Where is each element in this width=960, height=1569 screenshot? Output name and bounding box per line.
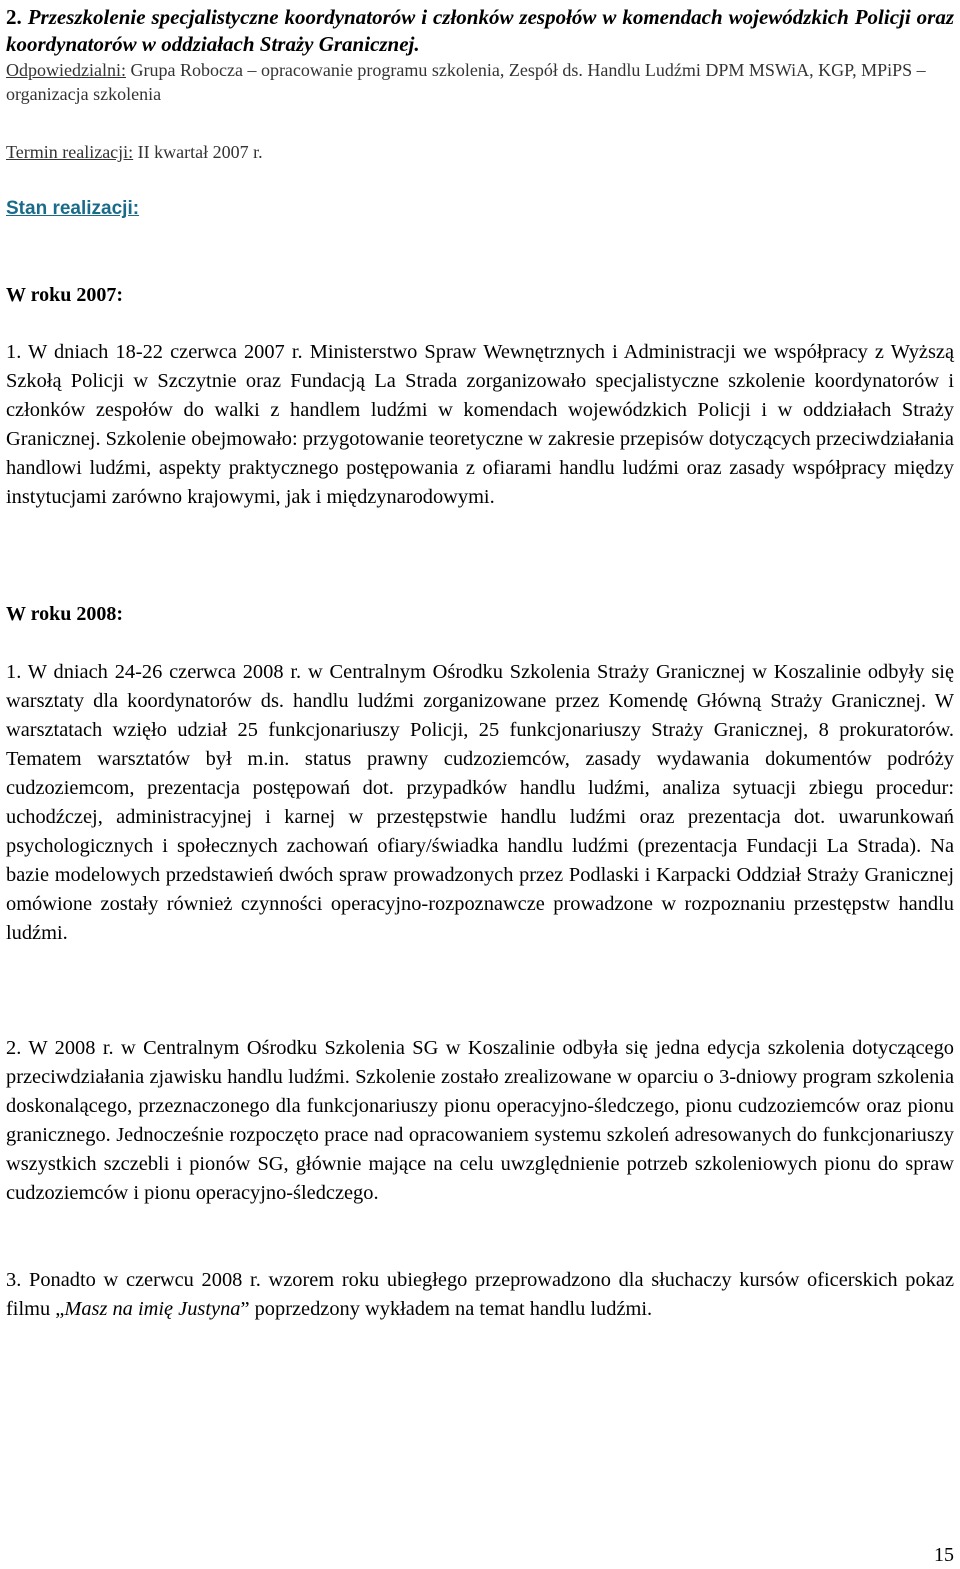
section-heading xyxy=(6,4,954,58)
section-number: 2. xyxy=(6,5,22,29)
paragraph-2008-2: 2. W 2008 r. w Centralnym Ośrodku Szkolenia SG w Koszalinie odbyła się jedna edycja szkolenia dotyczącego przeciwdziałania zjawisku handlu ludźmi. Szkolenie zostało zrealizowane w oparciu o 3-dniowy program szkolenia doskonalącego, przeznaczonego dla funkcjonariuszy pionu operacyjno-śledczego, pionu cudzoziemców oraz pionu granicznego. Jednocześnie rozpoczęto prace nad opracowaniem systemu szkoleń adresowanych do funkcjonariuszy wszystkich szczebli i pionów SG, głównie mające na celu uwzględnienie potrzeb szkoleniowych pionu do spraw cudzoziemców i pionu operacyjno-śledczego. xyxy=(6,1037,954,1204)
year-2007-heading: W roku 2007: xyxy=(6,284,124,306)
section-title: Przeszkolenie specjalistyczne koordynatorów i członków zespołów w komendach wojewódzkich Policji oraz koordynatorów w oddziałach Straży Granicznej. xyxy=(6,5,955,56)
paragraph-2008-3 xyxy=(6,1266,954,1324)
deadline-label: Termin realizacji: xyxy=(6,142,134,162)
status-heading: Stan realizacji: xyxy=(6,198,140,219)
film-title: Masz na imię Justyna xyxy=(64,1298,241,1320)
deadline-line xyxy=(6,140,954,164)
paragraph-2008-3-prefix: 3. Ponadto w czerwcu 2008 r. wzorem roku ubiegłego przeprowadzono dla słuchaczy kursów oficerskich pokaz filmu „ xyxy=(6,1269,954,1320)
responsible-line xyxy=(6,58,954,106)
responsible-label: Odpowiedzialni: xyxy=(6,60,126,80)
paragraph-2007-1: 1. W dniach 18-22 czerwca 2007 r. Ministerstwo Spraw Wewnętrznych i Administracji we współpracy z Wyższą Szkołą Policji w Szczytnie oraz Fundacją La Strada zorganizowało specjalistyczne szkolenie koordynatorów i członków zespołów do walki z handlem ludźmi w komendach wojewódzkich Policji i w oddziałach Straży Granicznej. Szkolenie obejmowało: przygotowanie teoretyczne w zakresie przepisów dotyczących przeciwdziałania handlowi ludźmi, aspekty praktycznego postępowania z ofiarami handlu ludźmi oraz zasady współpracy między instytucjami zarówno krajowymi, jak i międzynarodowymi. xyxy=(6,341,954,508)
page-number: 15 xyxy=(934,1544,954,1566)
deadline-value: II kwartał 2007 r. xyxy=(133,142,263,162)
paragraph-2008-3-suffix: ” poprzedzony wykładem na temat handlu ludźmi. xyxy=(240,1298,653,1320)
year-2008-heading: W roku 2008: xyxy=(6,603,124,625)
responsible-value: Grupa Robocza – opracowanie programu szkolenia, Zespół ds. Handlu Ludźmi DPM MSWiA, KGP, MPiPS – organizacja szkolenia xyxy=(6,60,926,104)
paragraph-2008-1: 1. W dniach 24-26 czerwca 2008 r. w Centralnym Ośrodku Szkolenia Straży Granicznej w Koszalinie odbyły się warsztaty dla koordynatorów ds. handlu ludźmi zorganizowane przez Komendę Główną Straży Granicznej. W warsztatach wzięło udział 25 funkcjonariuszy Policji, 25 funkcjonariuszy Straży Granicznej, 8 prokuratorów. Tematem warsztatów był m.in. status prawny cudzoziemców, zasady wydawania dokumentów podróży cudzoziemcom, prezentacja postępowań dot. przypadków handlu ludźmi, analiza sytuacji zbiegu procedur: uchodźczej, administracyjnej i karnej w przestępstwie handlu ludźmi oraz prezentacja dot. uwarunkowań psychologicznych i społecznych zachowań ofiary/świadka handlu ludźmi (prezentacja Fundacji La Strada). Na bazie modelowych przedstawień dwóch spraw prowadzonych przez Podlaski i Karpacki Oddział Straży Granicznej omówione zostały również czynności operacyjno-rozpoznawcze prowadzone w rozpoznaniu przestępstw handlu ludźmi. xyxy=(6,661,954,944)
